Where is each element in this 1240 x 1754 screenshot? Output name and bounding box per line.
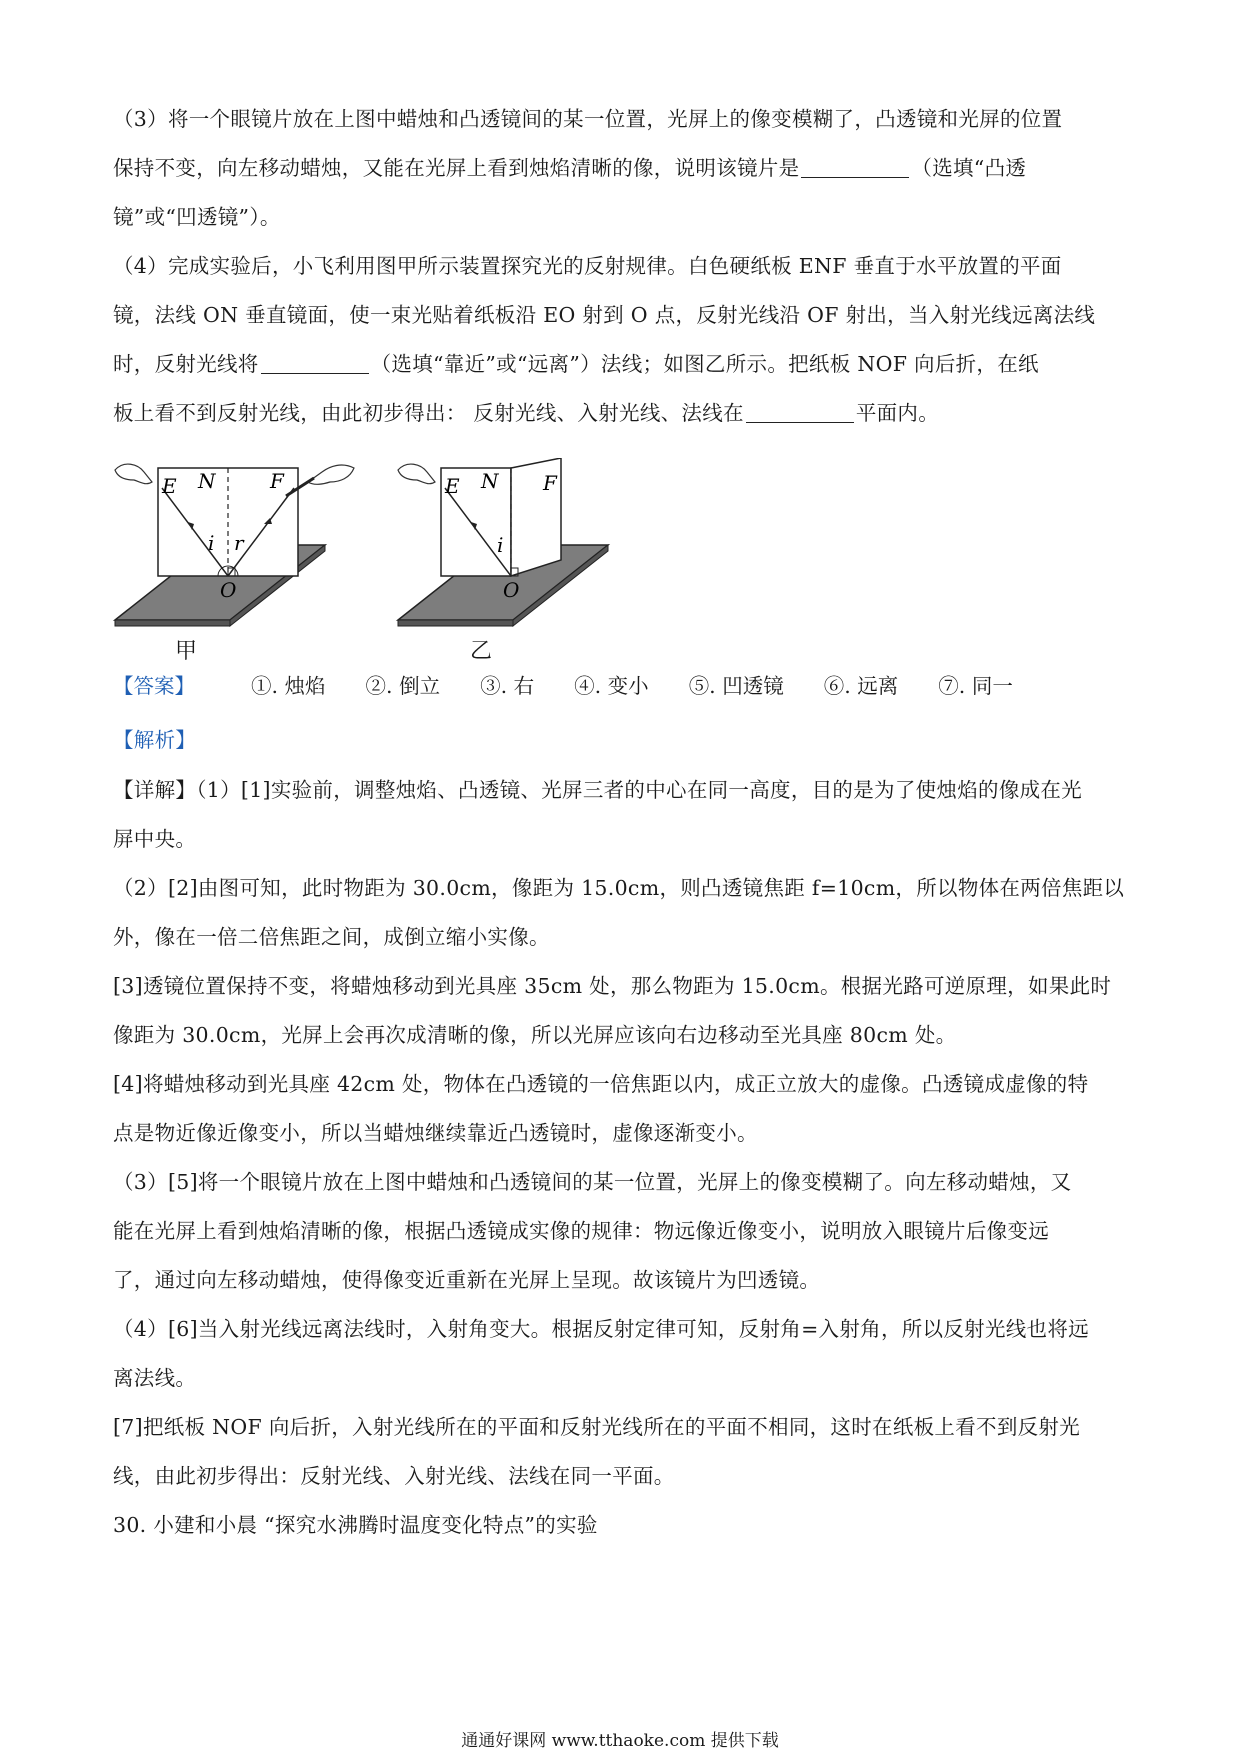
q3-line3: 镜”或“凹透镜”）。 [113,205,281,229]
label-r: r [234,531,244,555]
label-E: E [162,474,177,498]
detail-line: [3]透镜位置保持不变，将蜡烛移动到光具座 35cm 处，那么物距为 15.0cm。根据光路可逆原理，如果此时 [113,974,1112,998]
left-hand-icon [115,464,152,484]
mirror-edge [398,620,513,626]
detail-line: （3）[5]将一个眼镜片放在上图中蜡烛和凸透镜间的某一位置，光屏上的像变模糊了。向左移动蜡烛，又 [113,1170,1072,1194]
q3-line2-tail: （选填“凸透 [911,156,1027,180]
figure-jia-caption: 甲 [175,639,198,664]
figure-jia [110,458,370,638]
q4-line3-text: 时，反射光线将 [113,352,259,376]
detail-line: 像距为 30.0cm，光屏上会再次成清晰的像，所以光屏应该向右边移动至光具座 80cm 处。 [113,1023,957,1047]
left-hand-icon [398,464,435,484]
label-F: F [543,471,557,495]
q4-line3 [113,340,1125,389]
detail-line: （4）[6]当入射光线远离法线时，入射角变大。根据反射定律可知，反射角=入射角，所以反射光线也将远 [113,1317,1089,1341]
detail-section [113,766,1125,1550]
figure-yi-caption: 乙 [470,639,493,664]
detail-line: 外，像在一倍二倍焦距之间，成倒立缩小实像。 [113,925,550,949]
q4-line4-text: 板上看不到反射光线，由此初步得出： 反射光线、入射光线、法线在 [113,401,744,425]
label-O: O [503,578,520,602]
detail-line: 点是物近像近像变小，所以当蜡烛继续靠近凸透镜时，虚像逐渐变小。 [113,1121,758,1145]
q3-line1: （3）将一个眼镜片放在上图中蜡烛和凸透镜间的某一位置，光屏上的像变模糊了，凸透镜和光屏的位置 [113,107,1063,131]
detail-line: [4]将蜡烛移动到光具座 42cm 处，物体在凸透镜的一倍焦距以内，成正立放大的虚像。凸透镜成虚像的特 [113,1072,1089,1096]
label-i: i [497,533,504,557]
label-N: N [198,469,216,493]
answer-blank [801,155,909,178]
detail-line: 线，由此初步得出：反射光线、入射光线、法线在同一平面。 [113,1464,675,1488]
mirror-edge [115,620,230,626]
question-4 [113,242,1125,438]
question-3 [113,95,1125,242]
label-O: O [220,578,237,602]
analysis-label: 【解析】 [113,728,197,752]
answer-item: ③. 右 [480,674,535,698]
answer-item: ①. 烛焰 [251,674,326,698]
detail-line: 了，通过向左移动蜡烛，使得像变近重新在光屏上呈现。故该镜片为凹透镜。 [113,1268,821,1292]
detail-line: 屏中央。 [113,827,197,851]
answer-item: ⑦. 同一 [938,674,1013,698]
q3-line2-text: 保持不变，向左移动蜡烛，又能在光屏上看到烛焰清晰的像，说明该镜片是 [113,156,800,180]
right-hand-icon [308,465,354,484]
answer-item: ⑥. 远离 [823,674,899,698]
q4-line4 [113,389,1125,438]
answer-label: 【答案】 [113,674,195,698]
answer-row [113,666,1053,706]
detail-line: 【详解】（1）[1]实验前，调整烛焰、凸透镜、光屏三者的中心在同一高度，目的是为了使烛焰的像成在光 [113,778,1083,802]
detail-line: 离法线。 [113,1366,197,1390]
q4-line3-tail: （选填“靠近”或“远离”）法线；如图乙所示。把纸板 NOF 向后折，在纸 [370,352,1039,376]
answer-item: ②. 倒立 [365,674,441,698]
answer-item: ⑤. 凹透镜 [688,674,784,698]
answer-blank [746,400,854,423]
label-N: N [481,469,499,493]
figure-yi [393,458,633,638]
detail-line: 能在光屏上看到烛焰清晰的像，根据凸透镜成实像的规律：物远像近像变小，说明放入眼镜片后像变远 [113,1219,1049,1243]
q3-line2 [113,144,1125,193]
label-F: F [270,469,284,493]
answer-item: ④. 变小 [574,674,649,698]
detail-line: [7]把纸板 NOF 向后折，入射光线所在的平面和反射光线所在的平面不相同，这时在纸板上看不到反射光 [113,1415,1081,1439]
question-30: 30. 小建和小晨 “探究水沸腾时温度变化特点”的实验 [113,1513,598,1537]
q4-line2: 镜，法线 ON 垂直镜面，使一束光贴着纸板沿 EO 射到 O 点，反射光线沿 OF 射出，当入射光线远离法线 [113,303,1096,327]
detail-line: （2）[2]由图可知，此时物距为 30.0cm，像距为 15.0cm，则凸透镜焦距 f=10cm，所以物体在两倍焦距以 [113,876,1125,900]
label-E: E [445,474,460,498]
q4-line4-tail: 平面内。 [855,401,940,425]
q4-line1: （4）完成实验后，小飞利用图甲所示装置探究光的反射规律。白色硬纸板 ENF 垂直于水平放置的平面 [113,254,1062,278]
label-i: i [208,531,215,555]
page-footer: 通通好课网 www.tthaoke.com 提供下载 [461,1731,779,1751]
answer-blank [261,351,369,374]
